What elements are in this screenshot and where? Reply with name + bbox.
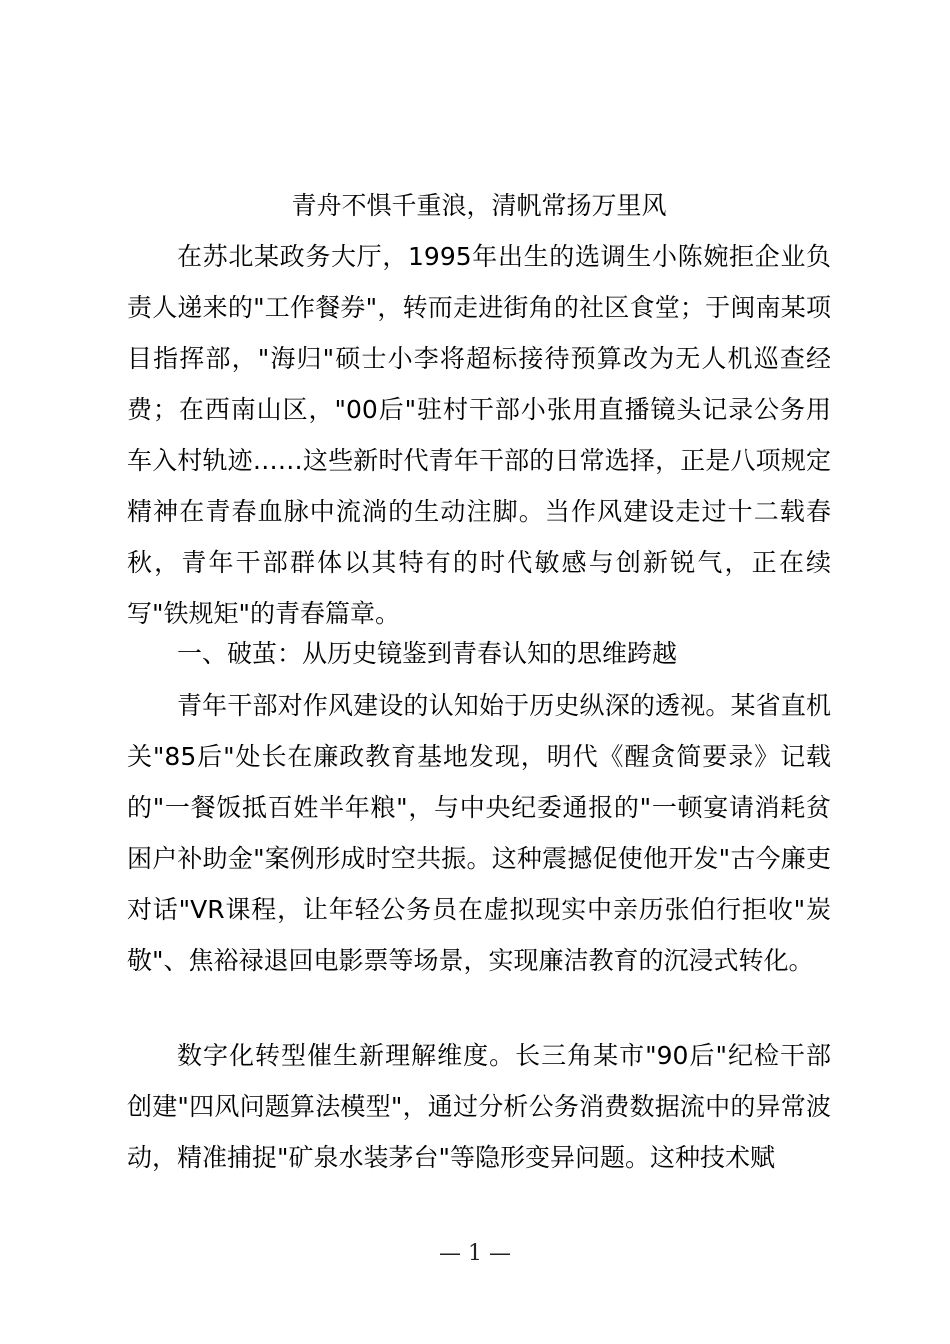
body-paragraph-3: 数字化转型催生新理解维度。长三角某市"90后"纪检干部创建"四风问题算法模型"，通过分析公务消费数据流中的异常波动，精准捕捉"矿泉水装茅台"等隐形变异问题。这种技术赋 <box>127 1041 831 1172</box>
document-title: 青舟不惧千重浪，清帆常扬万里风 <box>291 191 667 220</box>
page-number: — 1 — <box>439 1241 511 1266</box>
body-paragraph-2: 青年干部对作风建设的认知始于历史纵深的透视。某省直机关"85后"处长在廉政教育基地发现，明代《醒贪简要录》记载的"一餐饭抵百姓半年粮"，与中央纪委通报的"一顿宴请消耗贫困户补助金"案例形成时空共振。这种震撼促使他开发"古今廉吏对话"VR课程，让年轻公务员在虚拟现实中亲历张伯行拒收"炭敬"、焦裕禄退回电影票等场景，实现廉洁教育的沉浸式转化。 <box>127 691 831 975</box>
section-heading: 一、破茧：从历史镜鉴到青春认知的思维跨越 <box>177 639 678 668</box>
body-paragraph-1: 在苏北某政务大厅，1995年出生的选调生小陈婉拒企业负责人递来的"工作餐券"，转而走进街角的社区食堂；于闽南某项目指挥部，"海归"硕士小李将超标接待预算改为无人机巡查经费；在西南山区，"00后"驻村干部小张用直播镜头记录公务用车入村轨迹……这些新时代青年干部的日常选择，正是八项规定精神在青春血脉中流淌的生动注脚。当作风建设走过十二载春秋，青年干部群体以其特有的时代敏感与创新锐气，正在续写"铁规矩"的青春篇章。 <box>127 242 831 628</box>
